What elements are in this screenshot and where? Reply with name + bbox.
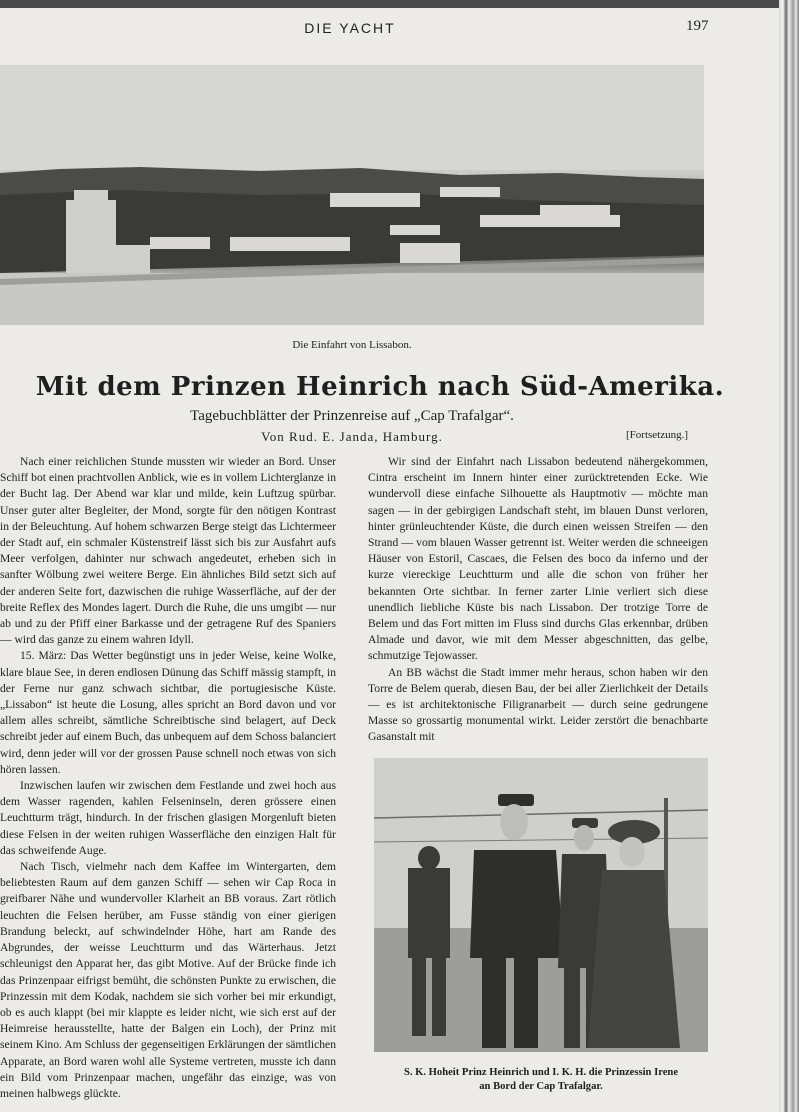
right-text-column [368, 454, 708, 746]
paragraph: Nach einer reichlichen Stunde mussten wir wieder an Bord. Unser Schiff bot einen prachtvollen Anblick, wie es in vollem Lichterglanze in der Bucht lag. Der Abend war klar und milde, kein Luftzug spürbar. Unser guter alter Begleiter, der Mond, sorgte für den nötigen Kontrast in der Beleuchtung. Auf hohem schwarzen Berge steigt das Lichtermeer der Stadt auf, ein schmaler Küstenstreif lässt sich bis zur Ausfahrt aufs Meer verfolgen, dahinter nur schwach angedeutet, erheben sich in sanfter Wölbung zwei weitere Berge. Ein ähnliches Bild setzt sich auf der anderen Seite fort, dazwischen die ruhige Wasserfläche, auf der der breite Reflex des Mondes lagert. Durch die Ruhe, die uns umgibt — nur ab und zu der Pfiff einer Barkasse und der getragene Ruf des Spaniers — wird das ganze zu einem wahren Idyll. [0, 455, 336, 647]
paragraph: An BB wächst die Stadt immer mehr heraus, schon haben wir den Torre de Belem querab, diesen Bau, der bei aller Zierlichkeit der Details — es ist architektonische Filigranarbeit — durch seine gedrungene Masse so grossartig monumental wirkt. Leider zerstört die benachbarte Gasanstalt mit [368, 665, 708, 744]
paragraph: Inzwischen laufen wir zwischen dem Festlande und zwei hoch aus dem Wasser ragenden, kahlen Felseninseln, deren grössere einen Leuchtturm trägt, hindurch. In der frischen glasigen Morgenluft bieten diese Felsen in der weiten ruhigen Wasserfläche den einzigen Halt für das schweifende Auge. [0, 779, 336, 857]
caption-line: S. K. Hoheit Prinz Heinrich und I. K. H. die Prinzessin Irene [403, 1067, 679, 1078]
harbor-photo-illustration [0, 65, 704, 325]
continuation-note: [Fortsetzung.] [626, 429, 689, 441]
photo-caption: Die Einfahrt von Lissabon. [292, 339, 412, 351]
page-number: 197 [686, 18, 709, 34]
photo-caption-2 [374, 1066, 708, 1094]
left-text-column [0, 454, 336, 1102]
scan-top-border [0, 0, 799, 8]
running-head: DIE YACHT [304, 20, 396, 36]
paragraph: 15. März: Das Wetter begünstigt uns in jeder Weise, keine Wolke, klare blaue See, in deren endlosen Dünung das Schiff mässig stampft, in der Ferne nur ganz schwach sichtbar, die portugiesische Küste. „Lissabon“ ist heute die Losung, alles spricht an Bord davon und vor allem alles schreibt, sämtliche Schreibtische sind belagert, auf Deck schreibt jeder auf einem Buch, das unbequem auf dem Schoss balanciert wird, denn jeder will vor der grossen Pause schnell noch etwas von sich hören lassen. [0, 649, 336, 776]
article-title: Mit dem Prinzen Heinrich nach Süd-Amerika. [35, 372, 725, 402]
photo-lisbon-harbor [0, 65, 704, 325]
caption-line: an Bord der Cap Trafalgar. [479, 1081, 603, 1092]
photo-prince-and-princess [374, 758, 708, 1052]
paragraph: Nach Tisch, vielmehr nach dem Kaffee im Wintergarten, dem beliebtesten Raum auf dem ganzen Schiff — sehen wir Cap Roca in greifbarer Nähe und wundervoller Klarheit an BB voraus. Zart rötlich leuchten die Felsen herüber, am Fusse ständig von einer gierigen Brandung beleckt, auf schwindelnder Höhe, hart am Rande des Abgrundes, der weisse Leuchtturm und das Wärterhaus. Jetzt schleunigst den Apparat her, das gibt Motive. Auf der Brücke finde ich das Prinzenpaar eifrigst bemüht, die schönsten Punkte zu erwischen, die Prinzessin mit dem Kodak, nachdem sie sich vorher bei mir erkundigt, ob es auch klappt (bei mir klappte es leider nicht, wie sich erst auf der Heimreise herausstellte, hatte der Balgen ein Loch), der Prinz mit seinem Kino. Am Schluss der gegenseitigen Erklärungen der sämtlichen Apparate, an Bord waren wohl alle Systeme vertreten, musste ich dann ein Bild vom Prinzenpaar machen, ungefähr das einzige, was von meinen halbwegs glückte. [0, 860, 336, 1100]
article-subtitle: Tagebuchblätter der Prinzenreise auf „Cap Trafalgar“. [190, 408, 514, 424]
article-byline: Von Rud. E. Janda, Hamburg. [261, 429, 443, 444]
magazine-page [0, 8, 779, 1112]
scan-page-edge [779, 0, 799, 1112]
deck-photo-illustration [374, 758, 708, 1052]
paragraph: Wir sind der Einfahrt nach Lissabon bedeutend nähergekommen, Cintra erscheint im Innern hinter einer zurücktretenden Ecke. Wie wundervoll diese einfache Silhouette als Hauptmotiv — möchte man sagen — in der gebirgigen Landschaft steht, im blauen Dunst verloren, hinter grünleuchtender Küste, die durch einen weissen Streifen — den Strand — vom blauen Wasser getrennt ist. Weiter werden die schneeigen Häuser von Estoril, Cascaes, die Felsen des boco da inferno und der kurze viereckige Leuchtturm und alle die schon von früher her bekannten Orte sichtbar. In ferner zarter Linie verliert sich diese unendlich liebliche Küste bis nach Lissabon. Der trotzige Torre de Belem und das Fort mitten im Fluss sind durchs Glas erkennbar, drüben Almade und davor, wie mit dem Messer abgeschnitten, das gelbe, schmutzige Tejowasser. [368, 455, 708, 663]
